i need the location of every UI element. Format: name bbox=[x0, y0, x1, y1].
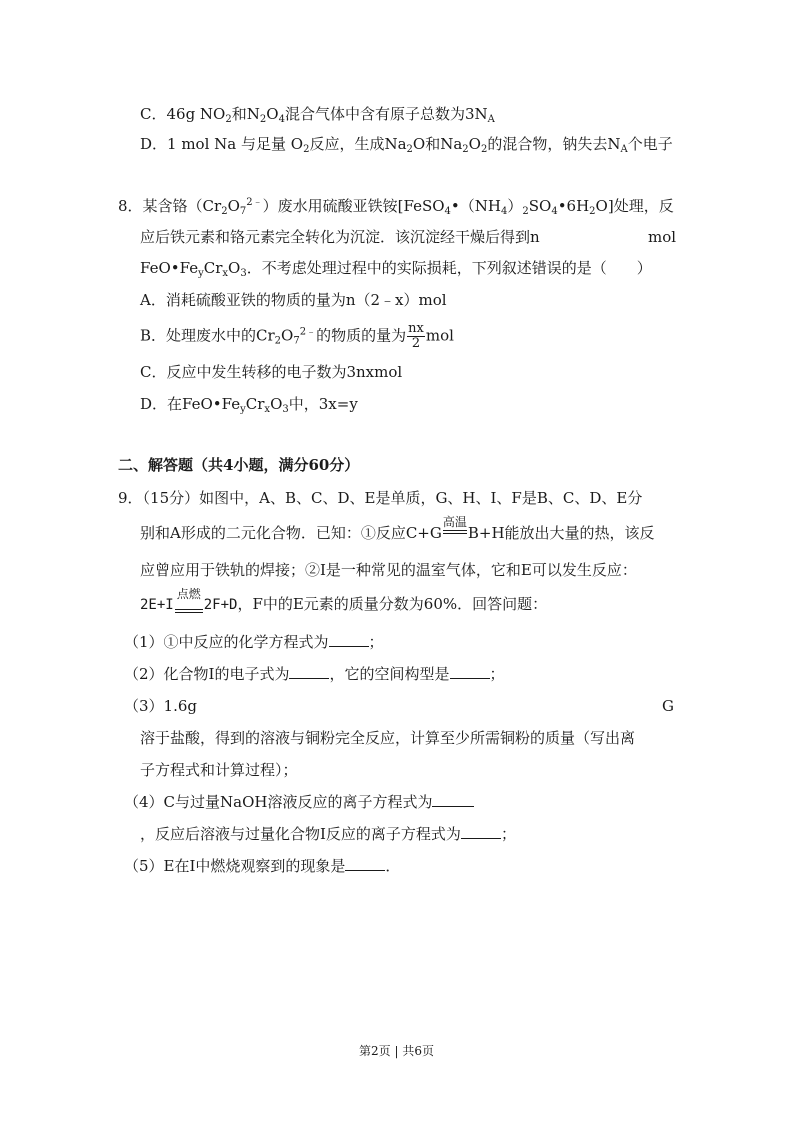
q8-option-c: C．反应中发生转移的电子数为3nxmol bbox=[140, 363, 403, 381]
reaction-condition-arrow: 点燃 bbox=[174, 595, 204, 615]
answer-blank bbox=[289, 664, 329, 679]
q8-option-a: A．消耗硫酸亚铁的物质的量为n（2﹣x）mol bbox=[140, 291, 447, 309]
q8-stem-line1: 8．某含铬$(Cr_2O_7^{2﹣})$废水用硫酸亚铁铵$[FeSO_4•(NH_4)_2SO_4•6H_2O]$处理，反 bbox=[118, 197, 674, 217]
q9-part3-g: G bbox=[662, 697, 674, 715]
q8-option-b: B．处理废水中的$Cr_2O_7^{2﹣}$的物质的量为 $\frac{nx}{2}$ mol bbox=[140, 321, 454, 351]
answer-blank bbox=[450, 664, 490, 679]
q9-part2: （2）化合物I的电子式为 ，它的空间构型是 ； bbox=[124, 665, 505, 683]
q8-stem-line3: $FeO•Fe_yCr_xO_3$．不考虑处理过程中的实际损耗，下列叙述错误的是（ ） bbox=[140, 259, 652, 279]
answer-blank bbox=[461, 824, 501, 839]
q9-part1: （1）①中反应的化学方程式为 ； bbox=[124, 633, 384, 651]
q9-stem-line3: 应曾应用于铁轨的焊接；②I是一种常见的温室气体，它和E可以发生反应： bbox=[140, 561, 637, 579]
q9-part3-line3: 子方程式和计算过程）； bbox=[140, 761, 298, 779]
q9-part5: （5）E在I中燃烧观察到的现象是 ． bbox=[124, 857, 401, 875]
q9-stem-line4: 2E+I 点燃 2F+D，F中的E元素的质量分数为60%．回答问题： bbox=[140, 587, 548, 613]
q9-stem-line1: 9．（15分）如图中，A、B、C、D、E是单质，G、H、I、F是B、C、D、E分 bbox=[118, 489, 643, 507]
answer-blank bbox=[432, 792, 474, 807]
q7-option-c: C．46g $NO_2$和$N_2O_4$混合气体中含有原子总数为$3N_A$ bbox=[140, 105, 495, 125]
q8-option-d: D．在$FeO•Fe_yCr_xO_3$中，3x=y bbox=[140, 395, 358, 415]
q9-part3-line2: 溶于盐酸，得到的溶液与铜粉完全反应，计算至少所需铜粉的质量（写出离 bbox=[140, 729, 636, 747]
q8-stem-line2-unit: mol bbox=[648, 228, 677, 246]
q8-stem-line2: 应后铁元素和铬元素完全转化为沉淀．该沉淀经干燥后得到n bbox=[140, 228, 540, 246]
q9-part4-line2: ，反应后溶液与过量化合物I反应的离子方程式为 ； bbox=[140, 825, 516, 843]
q9-part3: （3）1.6g bbox=[124, 697, 198, 715]
answer-blank bbox=[329, 632, 369, 647]
q9-part4: （4）C与过量NaOH溶液反应的离子方程式为 bbox=[124, 792, 474, 812]
answer-blank bbox=[345, 856, 385, 871]
section-heading: 二、解答题（共4小题，满分60分） bbox=[118, 456, 360, 474]
q7-option-d: D．1 mol Na 与足量 $O_2$反应，生成$Na_2O$和$Na_2O_2$的混合物，钠失去$N_A$个电子 bbox=[140, 135, 673, 155]
q9-stem-line2: 别和A形成的二元化合物．已知：①反应C+G 高温 B+H能放出大量的热，该反 bbox=[140, 515, 655, 542]
fraction: $\frac{nx}{2}$ bbox=[408, 321, 424, 351]
reaction-condition-arrow: 高温 bbox=[442, 523, 468, 543]
page-footer: 第2页 | 共6页 bbox=[359, 1044, 434, 1058]
